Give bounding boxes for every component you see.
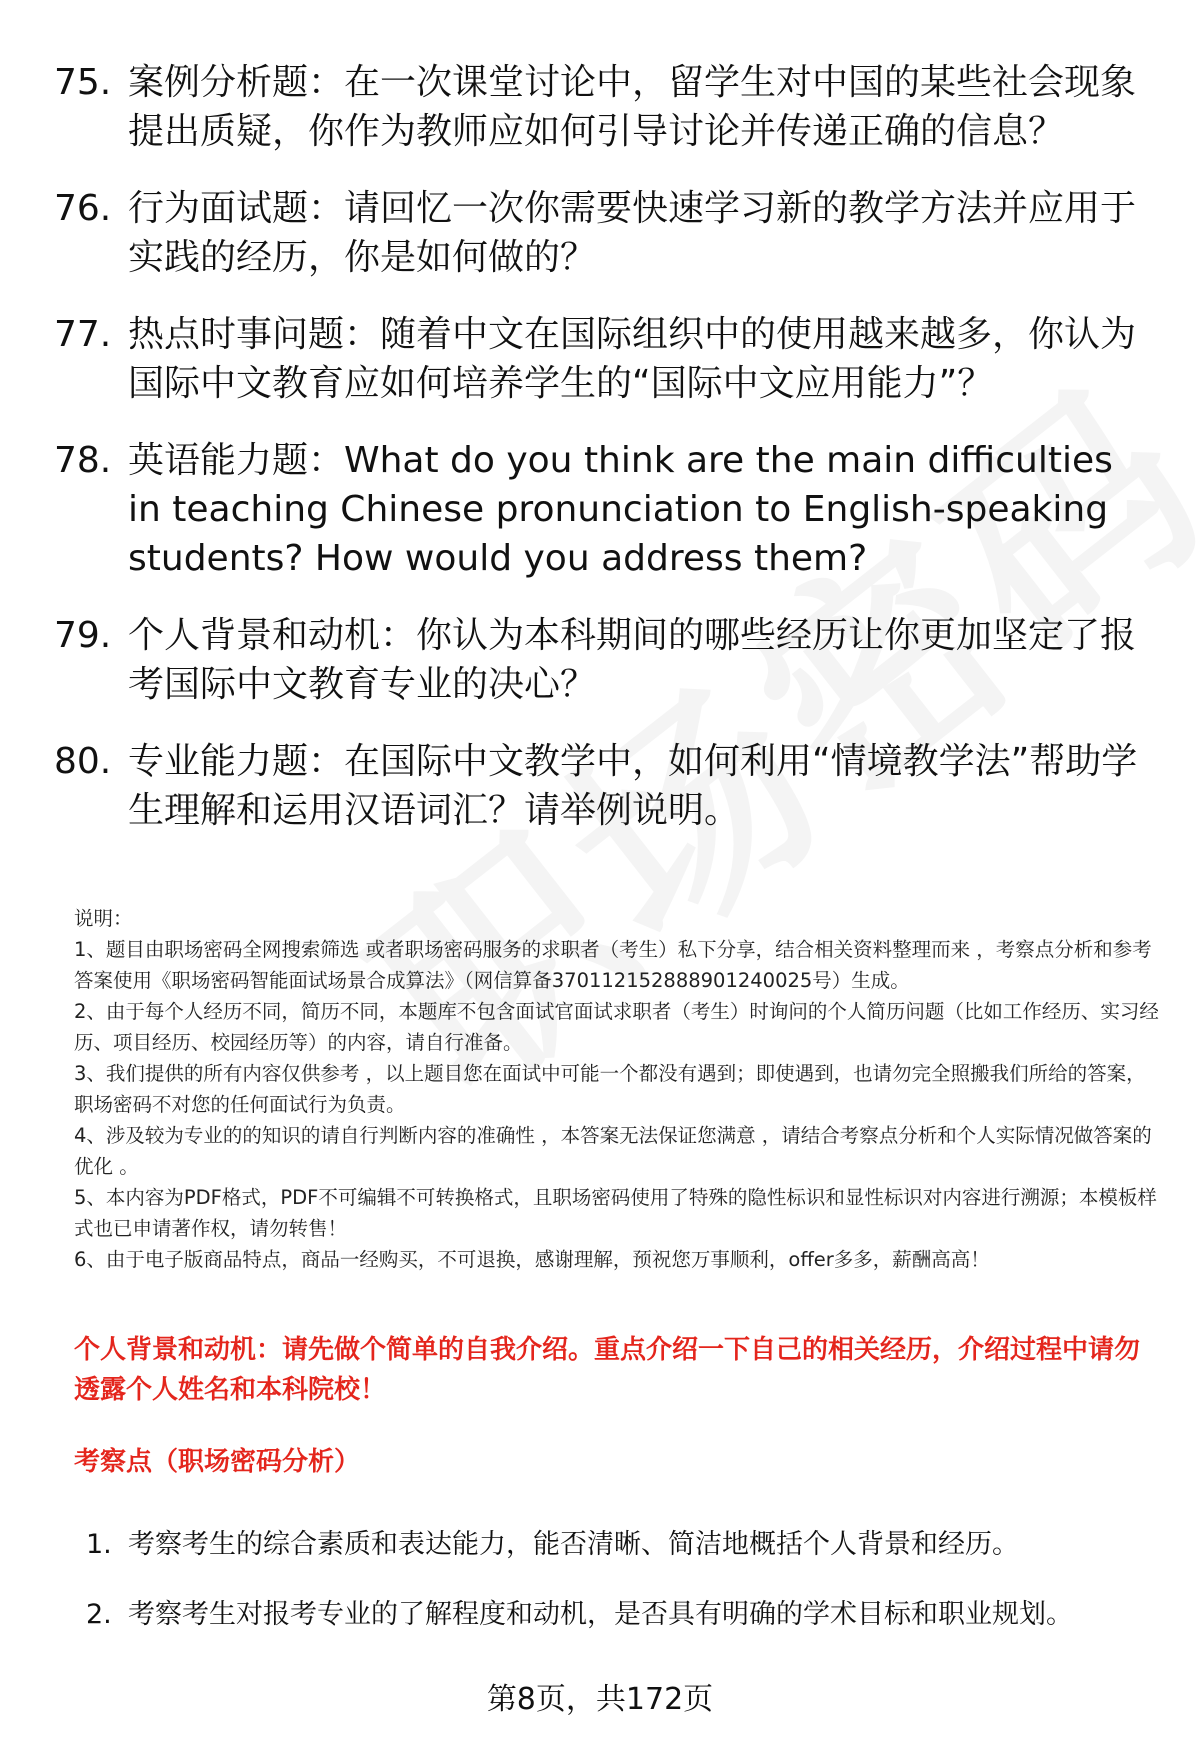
question-item [0,310,1200,408]
note-item: 4、涉及较为专业的的知识的请自行判断内容的准确性 ，本答案无法保证您满意 ，请结合考察点分析和个人实际情况做答案的优化 。 [74,1124,1152,1178]
question-text: 行为面试题：请回忆一次你需要快速学习新的教学方法并应用于实践的经历，你是如何做的？ [128,188,1137,278]
point-text: 考察考生的综合素质和表达能力，能否清晰、简洁地概括个人背景和经历。 [128,1529,1019,1560]
question-text: 英语能力题：What do you think are the main difficulties in teaching Chinese pronunciation to English-speaking students? How would you address them? [128,440,1113,579]
notes-section [74,903,1164,1275]
analysis-points [0,1520,1200,1660]
note-item: 2、由于每个人经历不同，简历不同，本题库不包含面试官面试求职者（考生）时询问的个人简历问题（比如工作经历、实习经历、项目经历、校园经历等）的内容，请自行准备。 [74,1000,1159,1054]
notes-title: 说明： [74,907,133,930]
point-number: 1. [86,1529,112,1560]
question-text: 个人背景和动机：你认为本科期间的哪些经历让你更加坚定了报考国际中文教育专业的决心？ [128,615,1137,705]
note-item: 3、我们提供的所有内容仅供参考 ，以上题目您在面试中可能一个都没有遇到；即使遇到，也请勿完全照搬我们所给的答案，职场密码不对您的任何面试行为负责。 [74,1062,1146,1116]
analysis-point [0,1590,1200,1640]
question-item [0,737,1200,835]
question-text: 案例分析题：在一次课堂讨论中，留学生对中国的某些社会现象提出质疑，你作为教师应如何引导讨论并传递正确的信息？ [128,62,1137,152]
question-list [0,58,1200,863]
question-text: 专业能力题：在国际中文教学中，如何利用“情境教学法”帮助学生理解和运用汉语词汇？请举例说明。 [128,741,1138,831]
question-number: 76. [54,188,112,229]
analysis-point [0,1520,1200,1570]
question-item [0,436,1200,583]
question-item [0,611,1200,709]
note-item: 6、由于电子版商品特点，商品一经购买，不可退换，感谢理解，预祝您万事顺利，offer多多，薪酬高高！ [74,1248,990,1271]
featured-question: 个人背景和动机：请先做个简单的自我介绍。重点介绍一下自己的相关经历，介绍过程中请勿透露个人姓名和本科院校！ [74,1335,1141,1405]
page-footer: 第8页，共172页 [486,1682,714,1717]
question-number: 77. [54,314,112,355]
question-number: 75. [54,62,112,103]
note-item: 1、题目由职场密码全网搜索筛选 或者职场密码服务的求职者（考生）私下分享，结合相关资料整理而来 ，考察点分析和参考答案使用《职场密码智能面试场景合成算法》（网信算备370112152888901240025号）生成。 [74,938,1152,992]
question-number: 79. [54,615,112,656]
point-number: 2. [86,1599,112,1630]
question-number: 78. [54,440,112,481]
question-item [0,58,1200,156]
analysis-heading: 考察点（职场密码分析） [74,1447,361,1477]
note-item: 5、本内容为PDF格式，PDF不可编辑不可转换格式，且职场密码使用了特殊的隐性标识和显性标识对内容进行溯源；本模板样式也已申请著作权，请勿转售！ [74,1186,1157,1240]
question-item [0,184,1200,282]
question-number: 80. [54,741,112,782]
question-text: 热点时事问题：随着中文在国际组织中的使用越来越多，你认为国际中文教育应如何培养学生的“国际中文应用能力”？ [128,314,1137,404]
point-text: 考察考生对报考专业的了解程度和动机，是否具有明确的学术目标和职业规划。 [128,1599,1073,1630]
